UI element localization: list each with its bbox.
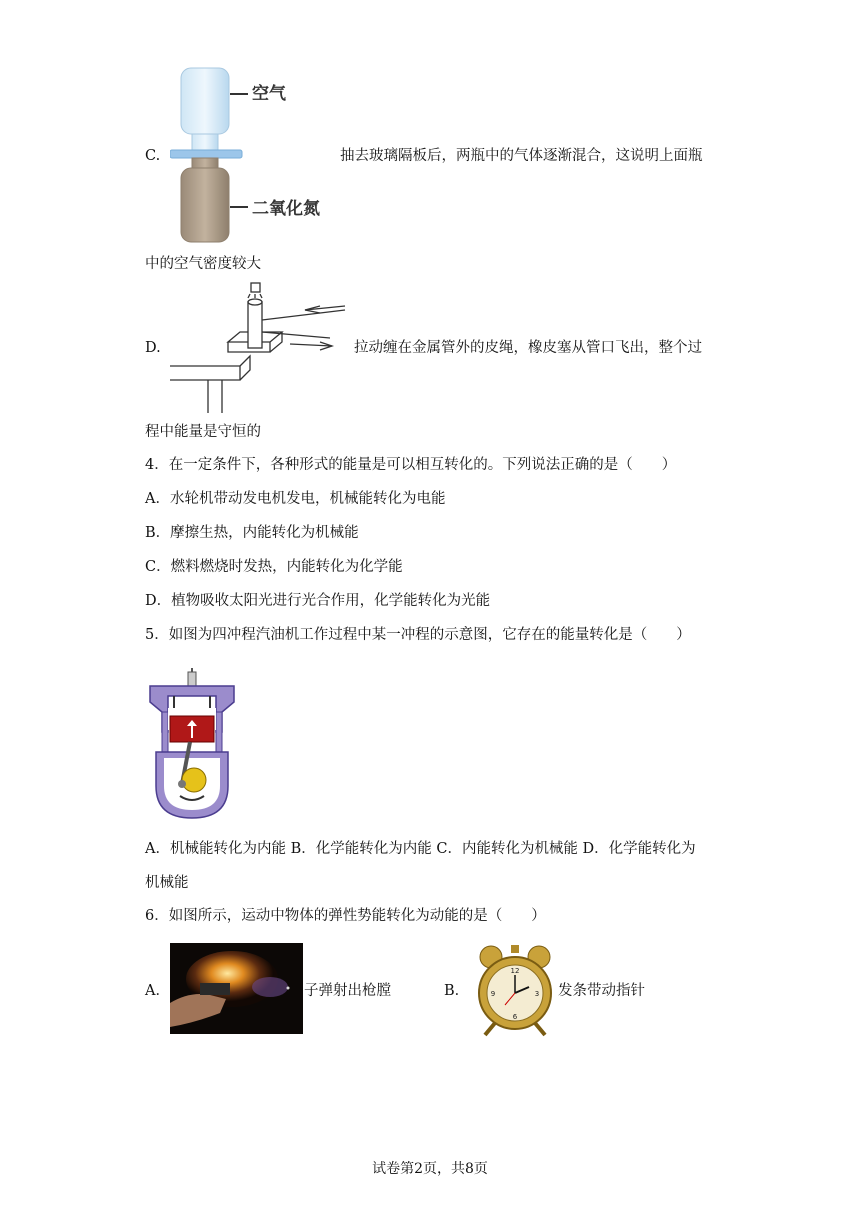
option-d-label: D. bbox=[145, 340, 161, 356]
question-4-option-b: B．摩擦生热，内能转化为机械能 bbox=[145, 525, 359, 541]
question-4-option-a: A．水轮机带动发电机发电，机械能转化为电能 bbox=[145, 491, 446, 507]
svg-text:9: 9 bbox=[490, 990, 496, 998]
question-4-option-c: C．燃料燃烧时发热，内能转化为化学能 bbox=[145, 559, 403, 575]
no2-label: 二氧化氮 bbox=[252, 199, 320, 219]
option-d-text: 拉动缠在金属管外的皮绳，橡皮塞从管口飞出，整个过 bbox=[354, 340, 702, 356]
question-6-option-a-label: A． bbox=[145, 983, 170, 999]
question-5-options-cont: 机械能 bbox=[145, 875, 189, 891]
option-d-text-cont: 程中能量是守恒的 bbox=[145, 424, 261, 440]
question-6-option-b-label: B． bbox=[444, 983, 470, 999]
question-5-stem: 5．如图为四冲程汽油机工作过程中某一冲程的示意图，它存在的能量转化是（ ） bbox=[145, 627, 691, 643]
engine-stroke-figure bbox=[146, 668, 242, 820]
question-6-stem: 6．如图所示，运动中物体的弹性势能转化为动能的是（ ） bbox=[145, 908, 546, 924]
option-c-text-cont: 中的空气密度较大 bbox=[145, 256, 261, 272]
question-4-stem: 4．在一定条件下，各种形式的能量是可以相互转化的。下列说法正确的是（ ） bbox=[145, 457, 677, 473]
friction-tube-figure bbox=[170, 280, 350, 415]
option-c-text: 抽去玻璃隔板后，两瓶中的气体逐渐混合，这说明上面瓶 bbox=[340, 148, 703, 164]
svg-text:6: 6 bbox=[512, 1013, 518, 1021]
question-4-option-d: D．植物吸收太阳光进行光合作用，化学能转化为光能 bbox=[145, 593, 491, 609]
gun-firing-image bbox=[170, 943, 303, 1034]
option-c-label: C. bbox=[145, 148, 161, 164]
question-5-options: A．机械能转化为内能 B．化学能转化为内能 C．内能转化为机械能 D．化学能转化为 bbox=[145, 841, 696, 857]
page-footer: 试卷第2页，共8页 bbox=[372, 1161, 488, 1177]
air-label: 空气 bbox=[252, 84, 286, 104]
question-6-option-b-text: 发条带动指针 bbox=[558, 983, 645, 999]
svg-text:3: 3 bbox=[534, 990, 540, 998]
svg-text:12: 12 bbox=[510, 967, 520, 975]
alarm-clock-image bbox=[475, 943, 555, 1038]
question-6-option-a-text: 子弹射出枪膛 bbox=[304, 983, 391, 999]
